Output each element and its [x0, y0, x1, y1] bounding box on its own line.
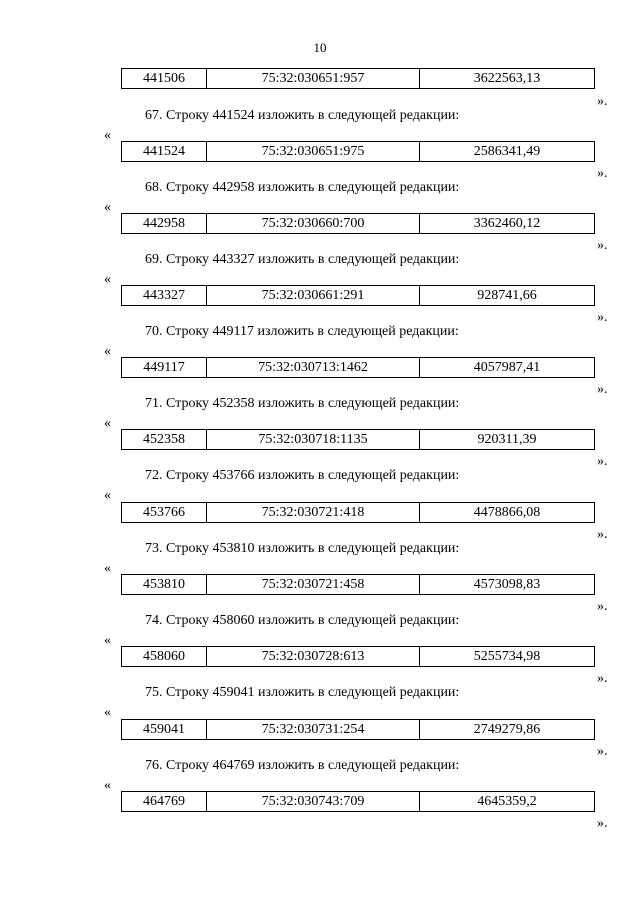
row-value: 3622563,13 [420, 69, 595, 89]
table-row [121, 285, 595, 306]
table-row [121, 719, 595, 740]
close-quote: ». [597, 671, 608, 686]
row-cadastral: 75:32:030718:1135 [207, 430, 420, 450]
close-quote: ». [597, 382, 608, 397]
open-quote: « [104, 416, 111, 431]
row-code: 453766 [122, 503, 207, 523]
row-cadastral: 75:32:030721:458 [207, 575, 420, 595]
open-quote: « [104, 561, 111, 576]
close-quote: ». [597, 454, 608, 469]
row-code: 453810 [122, 575, 207, 595]
close-quote: ». [597, 166, 608, 181]
row-code: 464769 [122, 792, 207, 812]
row-value: 928741,66 [420, 286, 595, 306]
instruction: 68. Строку 442958 изложить в следующей редакции: [145, 180, 460, 195]
row-code: 441524 [122, 142, 207, 162]
row-cadastral: 75:32:030713:1462 [207, 358, 420, 378]
table-row [121, 791, 595, 812]
row-value: 3362460,12 [420, 214, 595, 234]
instruction: 74. Строку 458060 изложить в следующей редакции: [145, 613, 460, 628]
row-code: 459041 [122, 720, 207, 740]
instruction: 70. Строку 449117 изложить в следующей редакции: [145, 324, 459, 339]
open-quote: « [104, 344, 111, 359]
row-value: 2749279,86 [420, 720, 595, 740]
open-quote: « [104, 778, 111, 793]
row-cadastral: 75:32:030728:613 [207, 647, 420, 667]
open-quote: « [104, 128, 111, 143]
open-quote: « [104, 200, 111, 215]
close-quote: ». [597, 744, 608, 759]
row-value: 920311,39 [420, 430, 595, 450]
open-quote: « [104, 633, 111, 648]
row-cadastral: 75:32:030660:700 [207, 214, 420, 234]
close-quote: ». [597, 238, 608, 253]
table-row [121, 429, 595, 450]
close-quote: ». [597, 527, 608, 542]
instruction: 69. Строку 443327 изложить в следующей редакции: [145, 252, 460, 267]
row-code: 449117 [122, 358, 207, 378]
instruction: 76. Строку 464769 изложить в следующей редакции: [145, 758, 460, 773]
row-code: 458060 [122, 647, 207, 667]
row-cadastral: 75:32:030661:291 [207, 286, 420, 306]
row-value: 5255734,98 [420, 647, 595, 667]
row-value: 2586341,49 [420, 142, 595, 162]
instruction: 72. Строку 453766 изложить в следующей редакции: [145, 468, 460, 483]
row-code: 441506 [122, 69, 207, 89]
instruction: 67. Строку 441524 изложить в следующей редакции: [145, 108, 460, 123]
close-quote: ». [597, 599, 608, 614]
table-row [121, 574, 595, 595]
row-cadastral: 75:32:030743:709 [207, 792, 420, 812]
row-code: 443327 [122, 286, 207, 306]
open-quote: « [104, 705, 111, 720]
row-value: 4057987,41 [420, 358, 595, 378]
row-code: 452358 [122, 430, 207, 450]
row-value: 4645359,2 [420, 792, 595, 812]
table-row [121, 502, 595, 523]
row-cadastral: 75:32:030651:957 [207, 69, 420, 89]
close-quote: ». [597, 94, 608, 109]
row-cadastral: 75:32:030721:418 [207, 503, 420, 523]
table-row [121, 646, 595, 667]
page-number: 10 [313, 40, 327, 55]
table-row [121, 357, 595, 378]
instruction: 71. Строку 452358 изложить в следующей редакции: [145, 396, 460, 411]
row-value: 4478866,08 [420, 503, 595, 523]
table-row [121, 141, 595, 162]
table-row [121, 213, 595, 234]
row-code: 442958 [122, 214, 207, 234]
close-quote: ». [597, 816, 608, 831]
close-quote: ». [597, 310, 608, 325]
row-cadastral: 75:32:030731:254 [207, 720, 420, 740]
open-quote: « [104, 272, 111, 287]
open-quote: « [104, 488, 111, 503]
row-cadastral: 75:32:030651:975 [207, 142, 420, 162]
instruction: 75. Строку 459041 изложить в следующей редакции: [145, 685, 460, 700]
instruction: 73. Строку 453810 изложить в следующей редакции: [145, 541, 460, 556]
row-value: 4573098,83 [420, 575, 595, 595]
table-row [121, 68, 595, 89]
